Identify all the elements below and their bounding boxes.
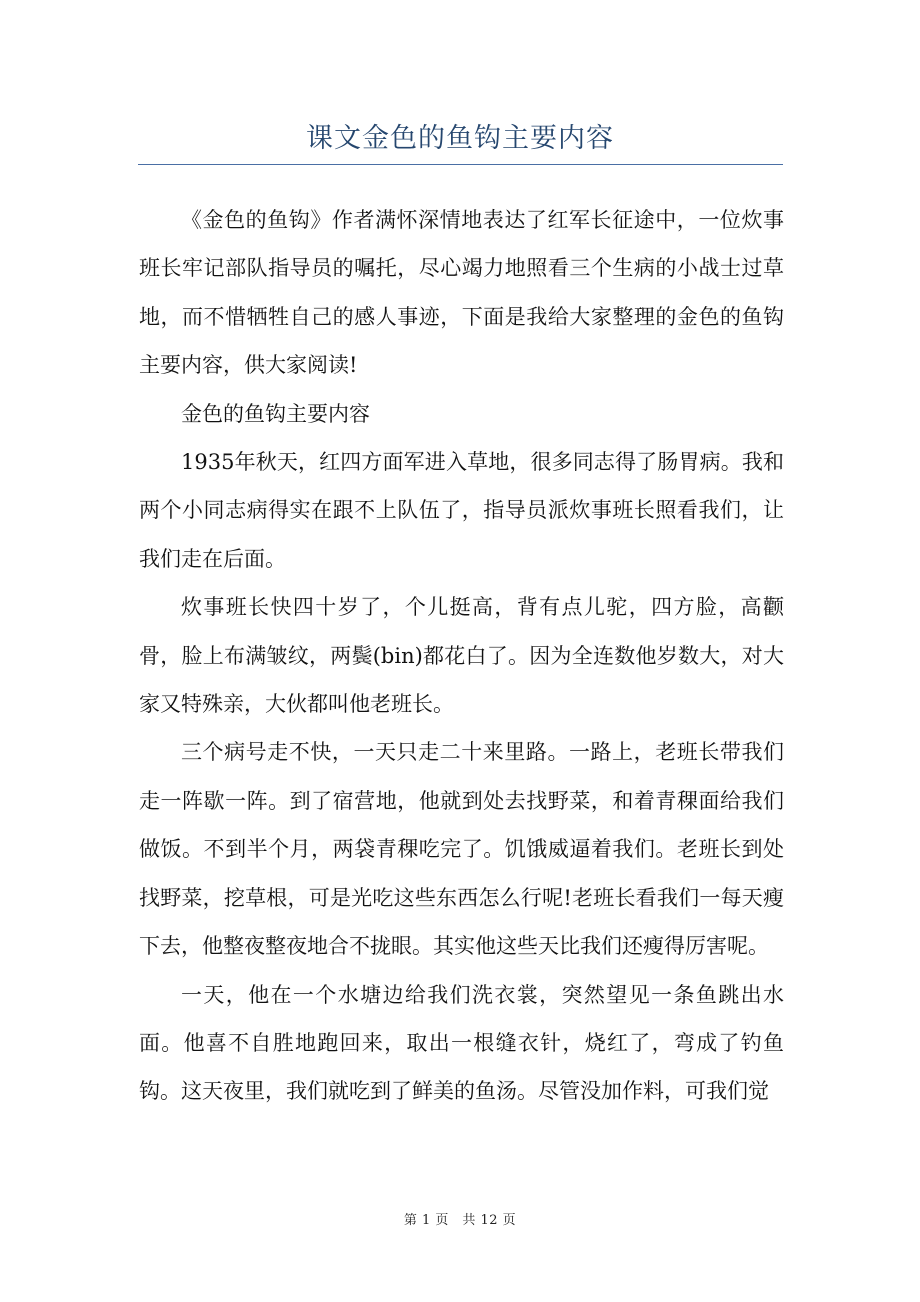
section-heading: 金色的鱼钩主要内容 [181, 401, 370, 426]
paragraph-intro: 《金色的鱼钩》作者满怀深情地表达了红军长征途中，一位炊事班长牢记部队指导员的嘱托，尽心竭力地照看三个生病的小战士过草地，而不惜牺牲自己的感人事迹，下面是我给大家整理的金色的鱼钩主要内容，供大家阅读! [139, 208, 784, 378]
paragraph: 1935年秋天，红四方面军进入草地，很多同志得了肠胃病。我和两个小同志病得实在跟不上队伍了，指导员派炊事班长照看我们，让我们走在后面。 [139, 450, 784, 571]
paragraph: 三个病号走不快，一天只走二十来里路。一路上，老班长带我们走一阵歇一阵。到了宿营地，他就到处去找野菜，和着青稞面给我们做饭。不到半个月，两袋青稞吃完了。饥饿威逼着我们。老班长到处找野菜，挖草根，可是光吃这些东西怎么行呢!老班长看我们一每天瘦下去，他整夜整夜地合不拢眼。其实他这些天比我们还瘦得厉害呢。 [139, 740, 784, 959]
page-footer: 第 1 页 共 12 页 [403, 1213, 517, 1228]
paragraph: 一天，他在一个水塘边给我们洗衣裳，突然望见一条鱼跳出水面。他喜不自胜地跑回来，取出一根缝衣针，烧红了，弯成了钓鱼钩。这天夜里，我们就吃到了鲜美的鱼汤。尽管没加作料，可我们觉 [139, 982, 784, 1104]
document-body [139, 196, 784, 1116]
paragraph: 炊事班长快四十岁了，个儿挺高，背有点儿驼，四方脸，高颧骨，脸上布满皱纹，两鬓(bin)都花白了。因为全连数他岁数大，对大家又特殊亲，大伙都叫他老班长。 [139, 595, 784, 717]
page-title: 课文金色的鱼钩主要内容 [306, 123, 614, 154]
title-divider [138, 164, 783, 165]
